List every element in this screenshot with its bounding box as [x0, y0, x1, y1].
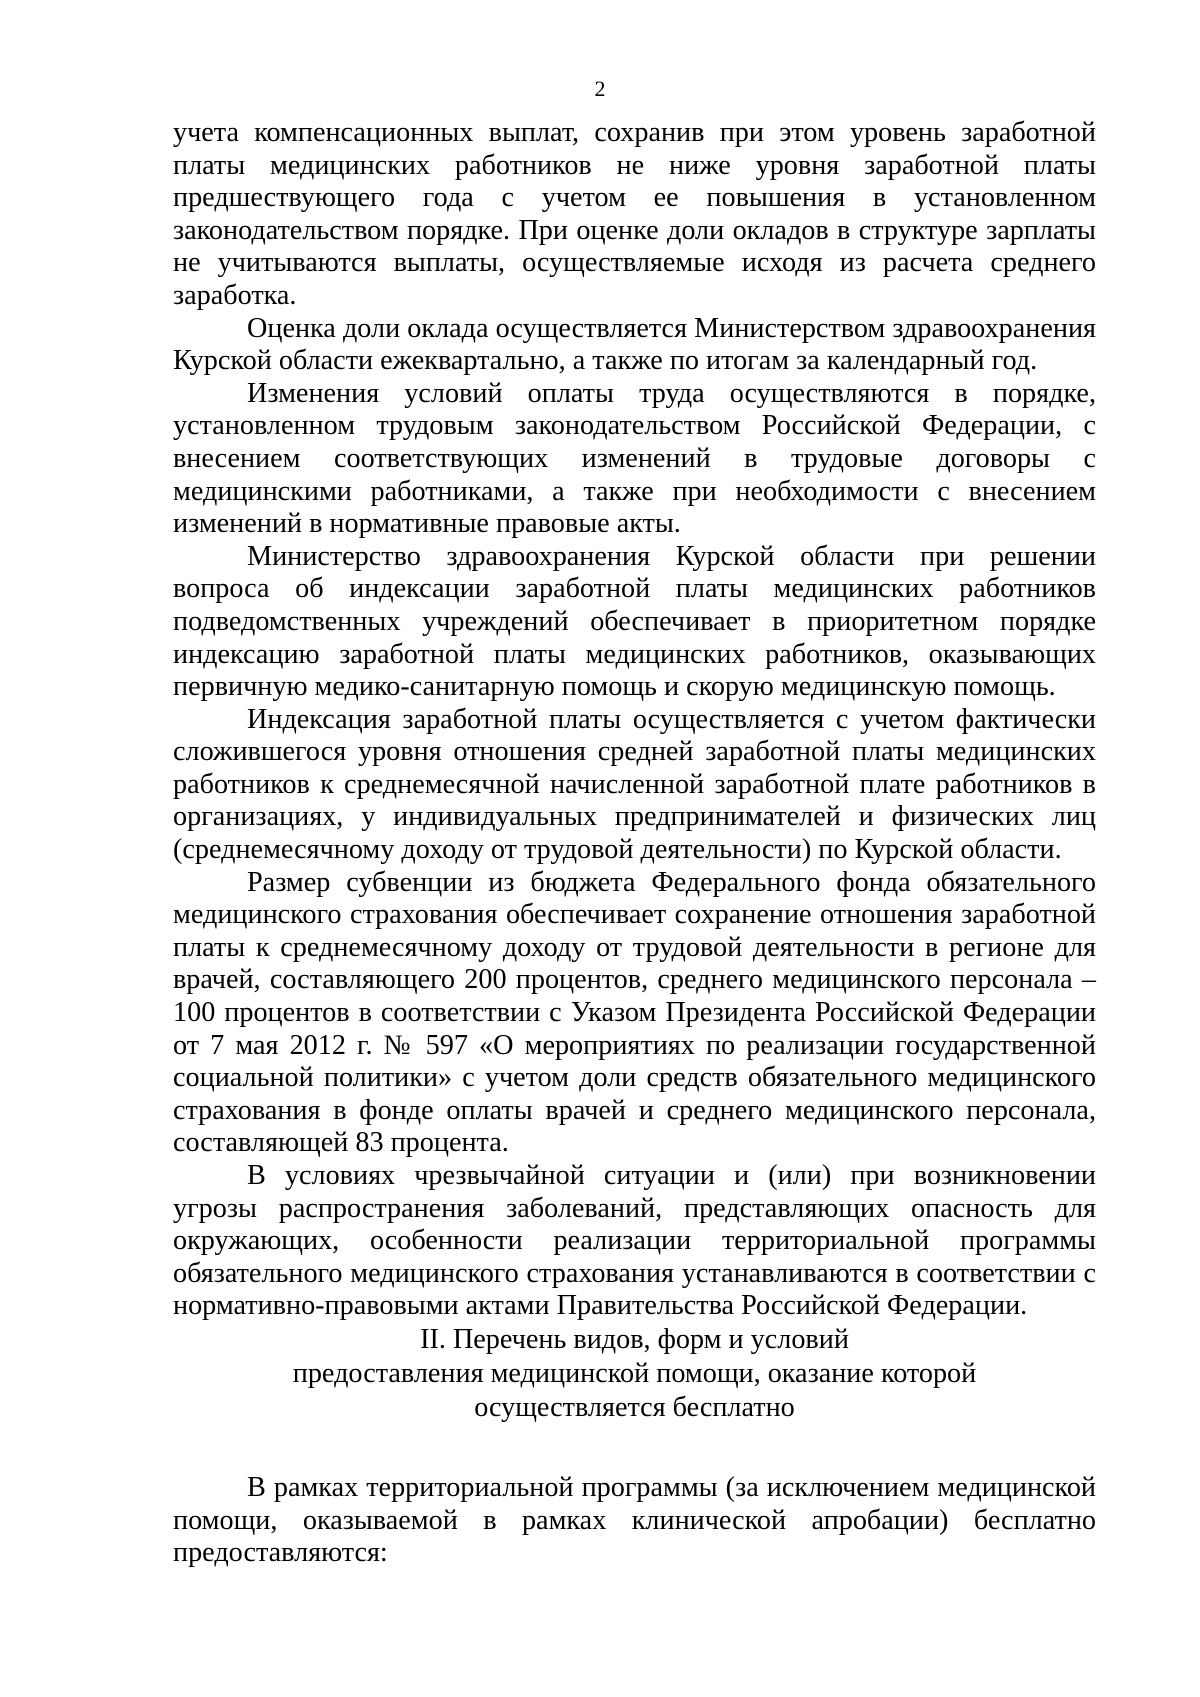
paragraph-section-intro: В рамках территориальной программы (за исключением медицинской помощи, оказываемой в рамках клинической апробации) бесплатно предоставляются:: [173, 1471, 1096, 1569]
paragraph-salary-share-assessment: Оценка доли оклада осуществляется Министерством здравоохранения Курской области ежеквартально, а также по итогам за календарный год.: [173, 312, 1096, 377]
paragraph-continuation: учета компенсационных выплат, сохранив при этом уровень заработной платы медицинских работников не ниже уровня заработной платы предшествующего года с учетом ее повышения в установленном законодательством порядке. При оценке доли окладов в структуре зарплаты не учитываются выплаты, осуществляемые исходя из расчета среднего заработка.: [173, 117, 1096, 311]
page-number: 2: [594, 76, 606, 101]
paragraph-emergency-conditions: В условиях чрезвычайной ситуации и (или) при возникновении угрозы распространения заболеваний, представляющих опасность для окружающих, особенности реализации территориальной программы обязательного медицинского страхования устанавливаются в соответствии с нормативно-правовыми актами Правительства Российской Федерации.: [173, 1160, 1096, 1322]
document-body: [173, 117, 1096, 1570]
section-heading-line-2: предоставления медицинской помощи, оказание которой: [292, 1357, 977, 1389]
paragraph-subvention-size: Размер субвенции из бюджета Федерального фонда обязательного медицинского страхования обеспечивает сохранение отношения заработной платы к среднемесячному доходу от трудовой деятельности в регионе для врачей, составляющего 200 процентов, среднего медицинского персонала – 100 процентов в соответствии с Указом Президента Российской Федерации от 7 мая 2012 г. № 597 «О мероприятиях по реализации государственной социальной политики» с учетом доли средств обязательного медицинского страхования в фонде оплаты врачей и среднего медицинского персонала, составляющей 83 процента.: [173, 866, 1096, 1159]
section-heading-line-1: II. Перечень видов, форм и условий: [420, 1323, 849, 1355]
paragraph-pay-conditions-changes: Изменения условий оплаты труда осуществляются в порядке, установленном трудовым законодательством Российской Федерации, с внесением соответствующих изменений в трудовые договоры с медицинскими работниками, а также при необходимости с внесением изменений в нормативные правовые акты.: [173, 377, 1096, 540]
section-heading: [173, 1323, 1096, 1425]
section-heading-line-3: осуществляется бесплатно: [474, 1391, 795, 1423]
paragraph-indexation-priority: Министерство здравоохранения Курской области при решении вопроса об индексации заработной платы медицинских работников подведомственных учреждений обеспечивает в приоритетном порядке индексацию заработной платы медицинских работников, оказывающих первичную медико-санитарную помощь и скорую медицинскую помощь.: [173, 540, 1096, 703]
paragraph-indexation-basis: Индексация заработной платы осуществляется с учетом фактически сложившегося уровня отношения средней заработной платы медицинских работников к среднемесячной начисленной заработной плате работников в организациях, у индивидуальных предпринимателей и физических лиц (среднемесячному доходу от трудовой деятельности) по Курской области.: [173, 703, 1096, 866]
